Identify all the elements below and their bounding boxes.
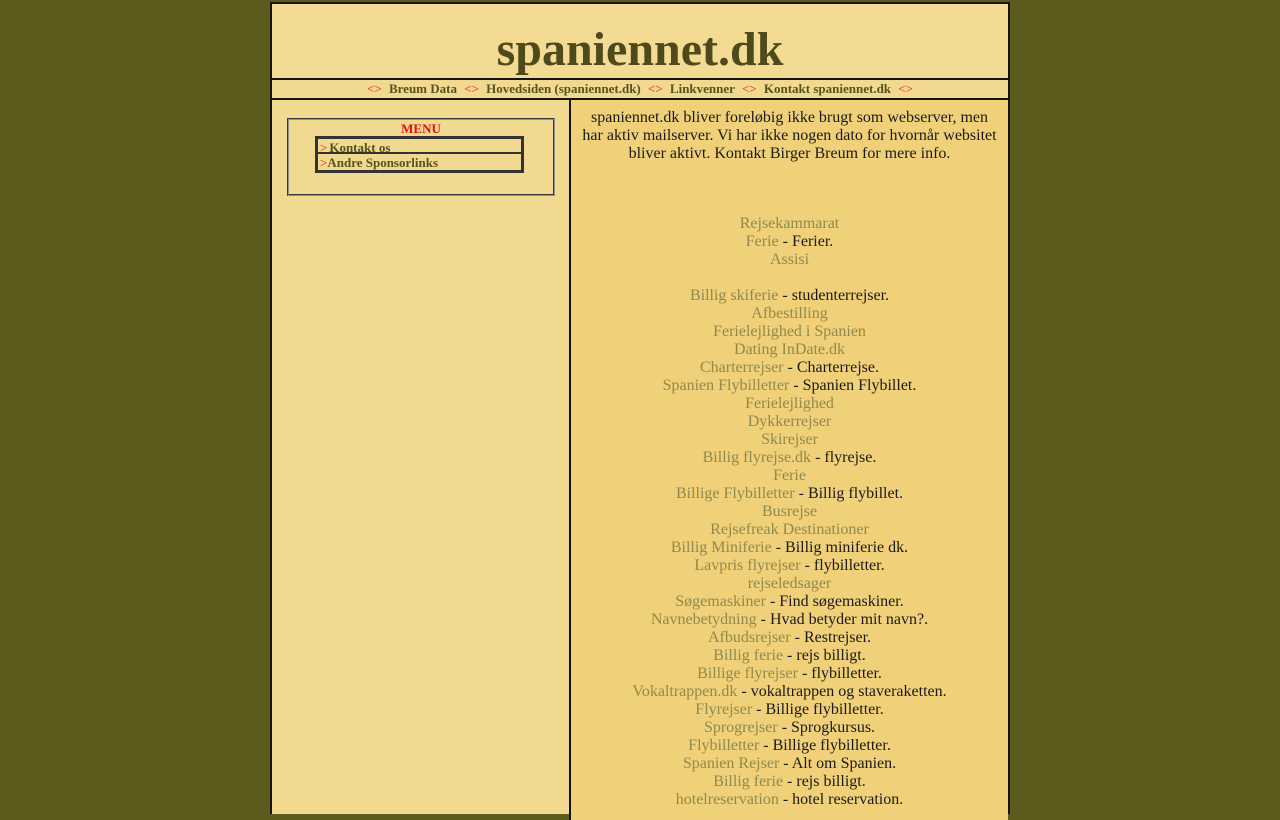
link-row	[571, 485, 1008, 503]
sponsor-link[interactable]: Spanien Rejser	[682, 755, 780, 772]
link-description: - flybilletter.	[797, 665, 882, 682]
sponsor-link[interactable]: Vokaltrappen.dk	[632, 683, 738, 700]
sponsor-link[interactable]: Dykkerrejser	[747, 413, 832, 430]
site-header	[272, 4, 1008, 80]
link-row	[571, 251, 1008, 269]
menu-box	[287, 118, 555, 196]
sponsor-link[interactable]: Afbestilling	[751, 305, 828, 322]
link-row	[571, 521, 1008, 539]
link-row	[571, 215, 1008, 233]
link-row	[571, 431, 1008, 449]
link-description: - Find søgemaskiner.	[765, 593, 904, 610]
link-row	[571, 719, 1008, 737]
menu-marker: >	[320, 140, 328, 155]
page-frame	[270, 2, 1010, 814]
link-description: - Ferier.	[778, 233, 834, 250]
sponsor-link[interactable]: Rejsekammarat	[739, 215, 840, 232]
link-row	[571, 323, 1008, 341]
link-row	[571, 341, 1008, 359]
menu-item-label: Kontakt os	[329, 140, 391, 155]
link-row	[571, 413, 1008, 431]
link-description: - Sprogkursus.	[777, 719, 876, 736]
link-row	[571, 395, 1008, 413]
link-row	[571, 629, 1008, 647]
sponsor-link[interactable]: Navnebetydning	[650, 611, 757, 628]
link-row	[571, 359, 1008, 377]
sponsor-link[interactable]: Søgemaskiner	[675, 593, 766, 610]
menu-marker: >	[320, 155, 328, 170]
intro-text: spaniennet.dk bliver foreløbig ikke brugt som webserver, men har aktiv mailserver. Vi har ikke nogen dato for hvornår websitet bliver aktivt. Kontakt Birger Breum for mere info.	[582, 109, 997, 162]
link-row	[571, 503, 1008, 521]
nav-link-breum-data[interactable]: Breum Data	[388, 81, 457, 96]
link-description: - hotel reservation.	[778, 791, 904, 808]
sponsor-link[interactable]: Lavpris flyrejser	[694, 557, 801, 574]
menu-title: MENU	[401, 121, 441, 136]
link-description: - Billige flybilletter.	[759, 737, 891, 754]
sponsor-link[interactable]: rejseledsager	[747, 575, 832, 592]
sponsor-link[interactable]: Charterrejser	[699, 359, 784, 376]
sponsor-link[interactable]: Billig ferie	[713, 647, 784, 664]
menu-list	[315, 136, 524, 173]
sponsor-link[interactable]: Flybilletter	[688, 737, 760, 754]
sponsor-link[interactable]: Skirejser	[761, 431, 818, 448]
link-row	[571, 233, 1008, 251]
link-description: - studenterrejser.	[778, 287, 890, 304]
link-description: - flybilletter.	[800, 557, 885, 574]
sidebar	[272, 100, 571, 820]
link-row	[571, 539, 1008, 557]
link-description: - rejs billigt.	[783, 773, 866, 790]
link-row	[571, 647, 1008, 665]
sponsor-link[interactable]: Afbudsrejser	[707, 629, 791, 646]
spacer	[571, 269, 1008, 287]
link-description: - Charterrejse.	[783, 359, 880, 376]
sponsor-link[interactable]: Rejsefreak Destinationer	[710, 521, 869, 538]
nav-link-kontakt[interactable]: Kontakt spaniennet.dk	[763, 81, 892, 96]
link-description: - Billig miniferie dk.	[771, 539, 909, 556]
sponsor-link[interactable]: Billig skiferie	[689, 287, 779, 304]
nav-link-linkvenner[interactable]: Linkvenner	[669, 81, 735, 96]
content-area	[272, 100, 1008, 820]
main-column	[571, 100, 1008, 820]
link-row	[571, 791, 1008, 809]
sponsor-link[interactable]: hotelreservation	[675, 791, 779, 808]
link-row	[571, 377, 1008, 395]
link-row	[571, 773, 1008, 791]
link-row	[571, 467, 1008, 485]
nav-separator: <>	[648, 81, 663, 96]
link-description: - Restrejser.	[790, 629, 872, 646]
sponsor-link[interactable]: Billig flyrejse.dk	[702, 449, 812, 466]
link-row	[571, 665, 1008, 683]
link-row	[571, 701, 1008, 719]
link-row	[571, 683, 1008, 701]
link-row	[571, 737, 1008, 755]
menu-item-andre-sponsorlinks[interactable]	[316, 154, 523, 172]
sponsor-link[interactable]: Billig Miniferie	[670, 539, 772, 556]
nav-separator: <>	[367, 81, 382, 96]
nav-separator: <>	[464, 81, 479, 96]
sponsor-link[interactable]: Dating InDate.dk	[733, 341, 846, 358]
nav-separator: <>	[741, 81, 757, 96]
sponsor-link[interactable]: Busrejse	[761, 503, 818, 520]
link-description: - flyrejse.	[811, 449, 877, 466]
link-row	[571, 755, 1008, 773]
sponsor-link[interactable]: Spanien Flybilletter	[662, 377, 790, 394]
link-row	[571, 593, 1008, 611]
link-row	[571, 287, 1008, 305]
sponsor-link[interactable]: Ferie	[773, 467, 806, 484]
link-row	[571, 611, 1008, 629]
sponsor-link[interactable]: Ferielejlighed i Spanien	[713, 323, 866, 340]
link-description: - Spanien Flybillet.	[789, 377, 917, 394]
link-description: - Alt om Spanien.	[779, 755, 897, 772]
link-description: - Hvad betyder mit navn?.	[756, 611, 929, 628]
sponsor-link[interactable]: Flyrejser	[695, 701, 753, 718]
menu-item-label: Andre Sponsorlinks	[327, 155, 439, 170]
sponsor-link[interactable]: Ferie	[745, 233, 779, 250]
top-navigation	[272, 80, 1008, 100]
link-description: - vokaltrappen og staveraketten.	[737, 683, 947, 700]
sponsor-link[interactable]: Sprogrejser	[703, 719, 778, 736]
nav-separator: <>	[898, 81, 913, 96]
menu-item-kontakt-os[interactable]	[316, 137, 523, 154]
link-row	[571, 305, 1008, 323]
sponsor-link[interactable]: Billige Flybilletter	[675, 485, 795, 502]
link-row	[571, 449, 1008, 467]
sponsor-link[interactable]: Billige flyrejser	[697, 665, 798, 682]
sponsor-link[interactable]: Assisi	[769, 251, 810, 268]
link-description: - Billige flybilletter.	[752, 701, 884, 718]
site-title: spaniennet.dk	[496, 23, 784, 76]
sponsor-link[interactable]: Ferielejlighed	[745, 395, 834, 412]
link-description: - Billig flybillet.	[794, 485, 904, 502]
link-row	[571, 557, 1008, 575]
sponsor-links	[571, 215, 1008, 809]
link-row	[571, 575, 1008, 593]
nav-link-hovedsiden[interactable]: Hovedsiden (spaniennet.dk)	[486, 81, 641, 96]
link-description: - rejs billigt.	[783, 647, 866, 664]
sponsor-link[interactable]: Billig ferie	[713, 773, 784, 790]
